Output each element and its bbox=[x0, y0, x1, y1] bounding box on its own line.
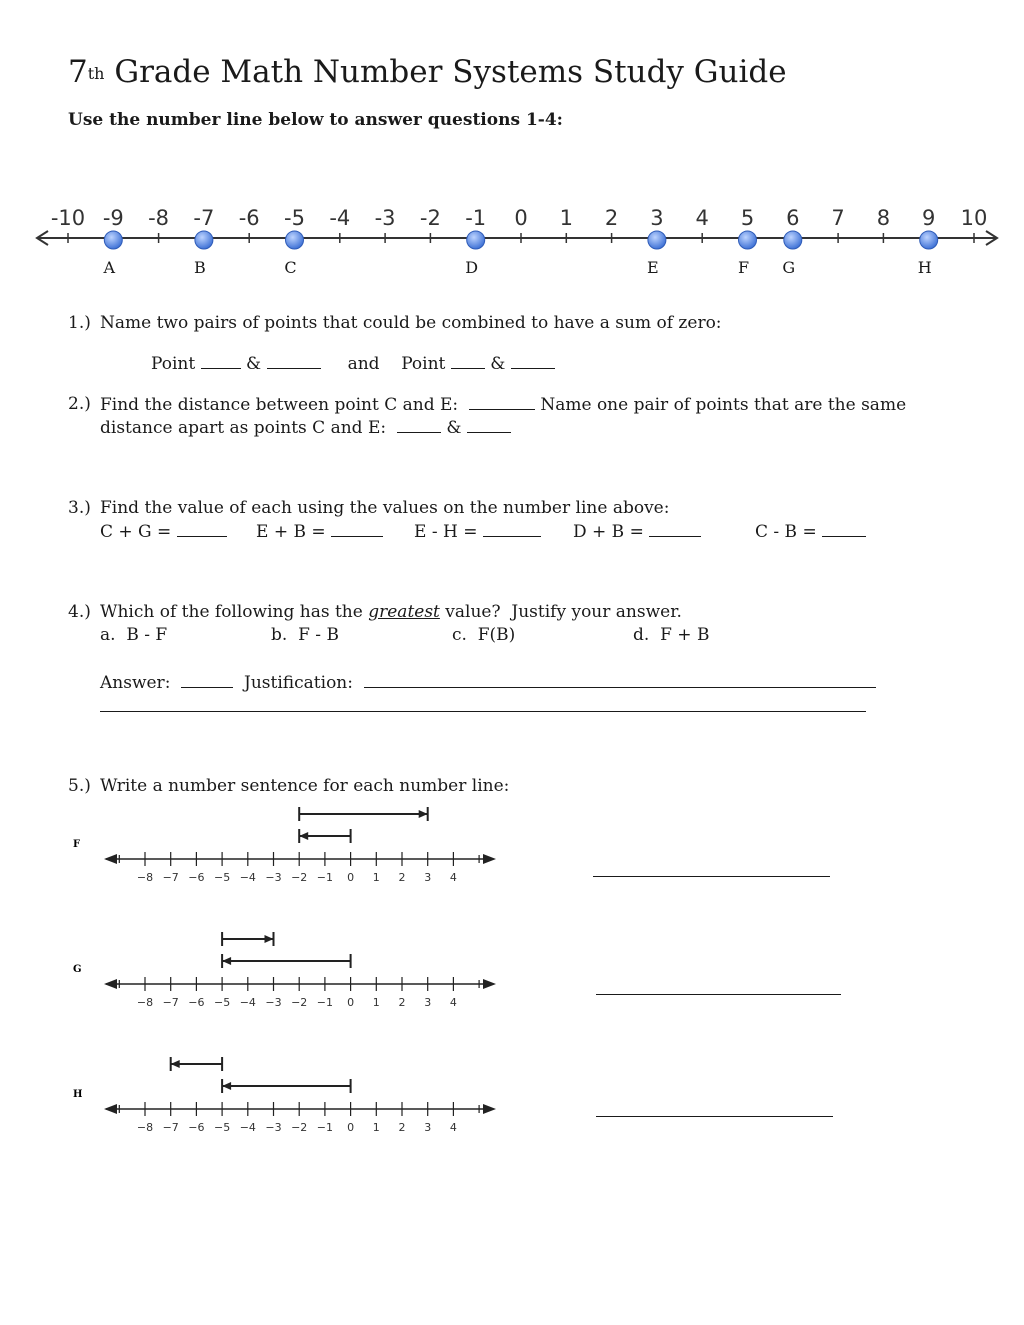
tick-label: 3 bbox=[650, 206, 664, 230]
point-label: D bbox=[465, 258, 479, 277]
tick-label: 0 bbox=[347, 1121, 355, 1134]
tick-label: -9 bbox=[102, 206, 124, 230]
arrow-head-icon bbox=[265, 935, 274, 943]
answer-line-g[interactable] bbox=[596, 994, 841, 995]
tick-label: −4 bbox=[239, 871, 256, 884]
q2-blank-1[interactable] bbox=[397, 416, 441, 433]
question-4-text: Which of the following has the greatest value? Justify your answer. bbox=[100, 602, 682, 622]
point-C bbox=[286, 231, 304, 249]
tick-label: −3 bbox=[265, 996, 282, 1009]
point-B bbox=[195, 231, 213, 249]
q3-item: D + B = bbox=[573, 520, 701, 544]
question-5-text: Write a number sentence for each number line: bbox=[100, 776, 510, 796]
point-F bbox=[739, 231, 757, 249]
q4-option-c: c. F(B) bbox=[452, 625, 516, 645]
tick-label: −8 bbox=[136, 996, 154, 1009]
tick-label: −1 bbox=[316, 871, 334, 884]
number-line-label: H bbox=[73, 1089, 83, 1100]
arrow-head-icon bbox=[299, 832, 308, 840]
q3-blank[interactable] bbox=[483, 520, 541, 537]
tick-label: 9 bbox=[922, 206, 936, 230]
main-number-line bbox=[0, 195, 1024, 285]
tick-label: 3 bbox=[424, 996, 432, 1009]
tick-label: -3 bbox=[374, 206, 396, 230]
q2-blank-distance[interactable] bbox=[469, 393, 535, 410]
tick-label: −8 bbox=[136, 1121, 154, 1134]
point-label: F bbox=[737, 258, 750, 277]
tick-label: 0 bbox=[347, 871, 355, 884]
tick-label: 4 bbox=[695, 206, 709, 230]
tick-label: −6 bbox=[188, 996, 205, 1009]
question-2-line-2: distance apart as points C and E: & bbox=[100, 416, 511, 440]
q3-item: E - H = bbox=[414, 520, 541, 544]
point-A bbox=[104, 231, 122, 249]
arrow-upper bbox=[299, 807, 428, 821]
q3-item: C + G = bbox=[100, 520, 227, 544]
tick-label: 5 bbox=[740, 206, 755, 230]
q3-item: E + B = bbox=[256, 520, 383, 544]
tick-label: 1 bbox=[559, 206, 573, 230]
tick-label: −6 bbox=[188, 1121, 205, 1134]
question-4-number: 4.) bbox=[68, 602, 91, 622]
q1-blank-1[interactable] bbox=[201, 352, 241, 369]
tick-label: 2 bbox=[398, 1121, 406, 1134]
tick-label: 3 bbox=[424, 871, 432, 884]
tick-label: -2 bbox=[419, 206, 441, 230]
tick-label: 6 bbox=[786, 206, 800, 230]
tick-label: −2 bbox=[291, 871, 308, 884]
tick-label: −7 bbox=[162, 871, 179, 884]
tick-label: 1 bbox=[372, 1121, 380, 1134]
right-arrow-icon bbox=[483, 979, 496, 989]
question-3-text: Find the value of each using the values on the number line above: bbox=[100, 498, 670, 518]
tick-label: 10 bbox=[960, 206, 988, 230]
tick-label: -7 bbox=[193, 206, 215, 230]
arrow-lower bbox=[222, 954, 351, 968]
tick-label: −5 bbox=[213, 1121, 231, 1134]
point-label: B bbox=[194, 258, 206, 277]
tick-label: −8 bbox=[136, 871, 154, 884]
instruction: Use the number line below to answer questions 1-4: bbox=[68, 110, 563, 130]
tick-label: −4 bbox=[239, 996, 256, 1009]
point-E bbox=[648, 231, 666, 249]
arrow-head-icon bbox=[171, 1060, 180, 1068]
tick-label: −2 bbox=[291, 1121, 308, 1134]
tick-label: -5 bbox=[284, 206, 305, 230]
point-H bbox=[920, 231, 938, 249]
point-label: G bbox=[782, 258, 796, 277]
tick-label: 0 bbox=[347, 996, 355, 1009]
point-G bbox=[784, 231, 802, 249]
tick-label: −6 bbox=[188, 871, 205, 884]
tick-label: −3 bbox=[265, 1121, 282, 1134]
arrow-head-icon bbox=[222, 1082, 231, 1090]
tick-label: −5 bbox=[213, 996, 231, 1009]
q3-blank[interactable] bbox=[331, 520, 383, 537]
tick-label: -1 bbox=[465, 206, 487, 230]
tick-label: 3 bbox=[424, 1121, 432, 1134]
q4-justification-line-2[interactable] bbox=[100, 711, 866, 712]
question-5-number: 5.) bbox=[68, 776, 91, 796]
point-label: E bbox=[647, 258, 659, 277]
question-2-line-1: Find the distance between point C and E: Name one pair of points that are the same bbox=[100, 395, 907, 415]
tick-label: −4 bbox=[239, 1121, 256, 1134]
q3-blank[interactable] bbox=[822, 520, 866, 537]
point-D bbox=[467, 231, 485, 249]
tick-label: 2 bbox=[398, 996, 406, 1009]
arrow-head-icon bbox=[222, 957, 231, 965]
tick-label: −5 bbox=[213, 871, 231, 884]
q3-blank[interactable] bbox=[649, 520, 701, 537]
arrow-upper bbox=[171, 1057, 222, 1071]
q4-option-a: a. B - F bbox=[100, 625, 168, 645]
left-arrow-icon bbox=[104, 979, 117, 989]
arrow-lower bbox=[299, 829, 350, 843]
tick-label: -10 bbox=[50, 206, 86, 230]
tick-label: 0 bbox=[514, 206, 528, 230]
question-2-number: 2.) bbox=[68, 394, 91, 414]
tick-label: −1 bbox=[316, 1121, 334, 1134]
question-1-text: Name two pairs of points that could be combined to have a sum of zero: bbox=[100, 313, 722, 333]
left-arrow-icon bbox=[104, 854, 117, 864]
tick-label: -4 bbox=[329, 206, 351, 230]
tick-label: 7 bbox=[831, 206, 845, 230]
tick-label: -8 bbox=[148, 206, 170, 230]
q1-blank-3[interactable] bbox=[451, 352, 485, 369]
q3-item: C - B = bbox=[755, 520, 866, 544]
tick-label: −2 bbox=[291, 996, 308, 1009]
tick-label: -6 bbox=[238, 206, 260, 230]
arrow-upper bbox=[222, 932, 273, 946]
tick-label: 4 bbox=[449, 996, 457, 1009]
tick-label: 4 bbox=[449, 871, 457, 884]
tick-label: −1 bbox=[316, 996, 334, 1009]
arrow-lower bbox=[222, 1079, 351, 1093]
tick-label: 1 bbox=[372, 996, 380, 1009]
tick-label: 4 bbox=[449, 1121, 457, 1134]
q4-option-b: b. F - B bbox=[271, 625, 339, 645]
answer-line-f[interactable] bbox=[593, 876, 830, 877]
q1-blank-2[interactable] bbox=[267, 352, 321, 369]
page-title: 7th Grade Math Number Systems Study Guide bbox=[68, 54, 787, 90]
number-line-label: F bbox=[73, 839, 81, 850]
tick-label: −7 bbox=[162, 996, 179, 1009]
tick-label: −3 bbox=[265, 871, 282, 884]
q5-number-lines bbox=[0, 795, 1024, 1145]
q4-answer-row: Answer: Justification: bbox=[100, 671, 876, 695]
tick-label: 2 bbox=[604, 206, 619, 230]
point-label: A bbox=[103, 258, 116, 277]
tick-label: 1 bbox=[372, 871, 380, 884]
q2-blank-2[interactable] bbox=[467, 416, 511, 433]
q1-answer-row: Point & and Point & bbox=[151, 352, 555, 376]
point-label: C bbox=[284, 258, 297, 277]
q4-option-d: d. F + B bbox=[633, 625, 710, 645]
left-arrow-icon bbox=[104, 1104, 117, 1114]
tick-label: 8 bbox=[876, 206, 891, 230]
q4-answer-blank[interactable] bbox=[181, 671, 233, 688]
right-arrow-icon bbox=[483, 1104, 496, 1114]
tick-label: −7 bbox=[162, 1121, 179, 1134]
q1-blank-4[interactable] bbox=[511, 352, 555, 369]
answer-line-h[interactable] bbox=[596, 1116, 833, 1117]
q3-blank[interactable] bbox=[177, 520, 227, 537]
q4-justification-blank[interactable] bbox=[364, 671, 876, 688]
point-label: H bbox=[917, 258, 932, 277]
number-line-label: G bbox=[73, 964, 82, 975]
question-3-number: 3.) bbox=[68, 498, 91, 518]
tick-label: 2 bbox=[398, 871, 406, 884]
arrow-head-icon bbox=[419, 810, 428, 818]
question-1-number: 1.) bbox=[68, 313, 91, 333]
right-arrow-icon bbox=[483, 854, 496, 864]
